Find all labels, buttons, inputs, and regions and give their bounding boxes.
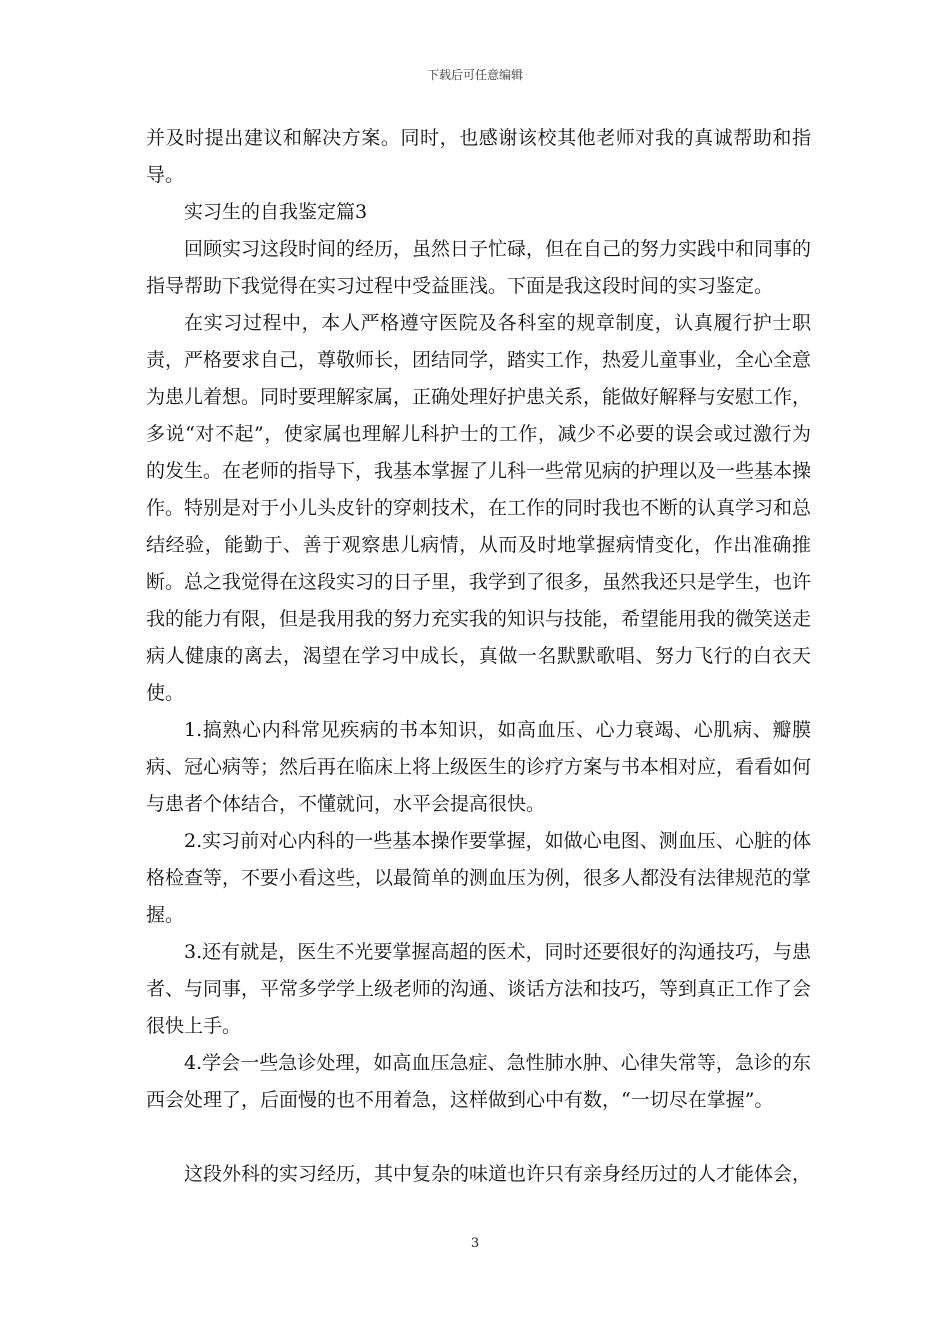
page-header: 下载后可任意编辑 bbox=[426, 68, 523, 82]
paragraph-main: 在实习过程中，本人严格遵守医院及各科室的规章制度，认真履行护士职责，严格要求自己，尊敬师长，团结同学，踏实工作，热爱儿童事业，全心全意为患儿着想。同时要理解家属，正确处理好护患关系，能做好解释与安慰工作，多说“对不起”，使家属也理解儿科护士的工作，减少不必要的误会或过激行为的发生。在老师的指导下，我基本掌握了儿科一些常见病的护理以及一些基本操作。特别是对于小儿头皮针的穿刺技术，在工作的同时我也不断的认真学习和总结经验，能勤于、善于观察患儿病情，从而及时地掌握病情变化，作出准确推断。总之我觉得在这段实习的日子里，我学到了很多，虽然我还只是学生，也许我的能力有限，但是我用我的努力充实我的知识与技能，希望能用我的微笑送走病人健康的离去，渴望在学习中成长，真做一名默默歌唱、努力飞行的白衣天使。 bbox=[146, 312, 812, 704]
blank-line bbox=[146, 1119, 811, 1156]
paragraph-intro: 回顾实习这段时间的经历，虽然日子忙碌，但在自己的努力实践中和同事的指导帮助下我觉得在实习过程中受益匪浅。下面是我这段时间的实习鉴定。 bbox=[146, 238, 812, 297]
list-item-2: 2.实习前对心内科的一些基本操作要掌握，如做心电图、测血压、心脏的体格检查等，不要小看这些，以最简单的测血压为例，很多人都没有法律规范的掌握。 bbox=[146, 830, 812, 926]
paragraph-continuation: 并及时提出建议和解决方案。同时，也感谢该校其他老师对我的真诚帮助和指导。 bbox=[146, 127, 811, 186]
document-body bbox=[146, 120, 811, 1193]
page-number: 3 bbox=[470, 1236, 480, 1251]
list-item-1: 1.搞熟心内科常见疾病的书本知识，如高血压、心力衰竭、心肌病、瓣膜病、冠心病等；然后再在临床上将上级医生的诊疗方案与书本相对应，看看如何与患者个体结合，不懂就问，水平会提高很快。 bbox=[146, 719, 812, 815]
list-item-4: 4.学会一些急诊处理，如高血压急症、急性肺水肿、心律失常等，急诊的东西会处理了，后面慢的也不用着急，这样做到心中有数，“一切尽在掌握”。 bbox=[146, 1052, 811, 1111]
section-heading: 实习生的自我鉴定篇3 bbox=[184, 201, 368, 223]
list-item-3: 3.还有就是，医生不光要掌握高超的医术，同时还要很好的沟通技巧，与患者、与同事，平常多学学上级老师的沟通、谈话方法和技巧，等到真正工作了会很快上手。 bbox=[146, 941, 812, 1037]
paragraph-closing: 这段外科的实习经历，其中复杂的味道也许只有亲身经历过的人才能体会， bbox=[184, 1163, 812, 1185]
